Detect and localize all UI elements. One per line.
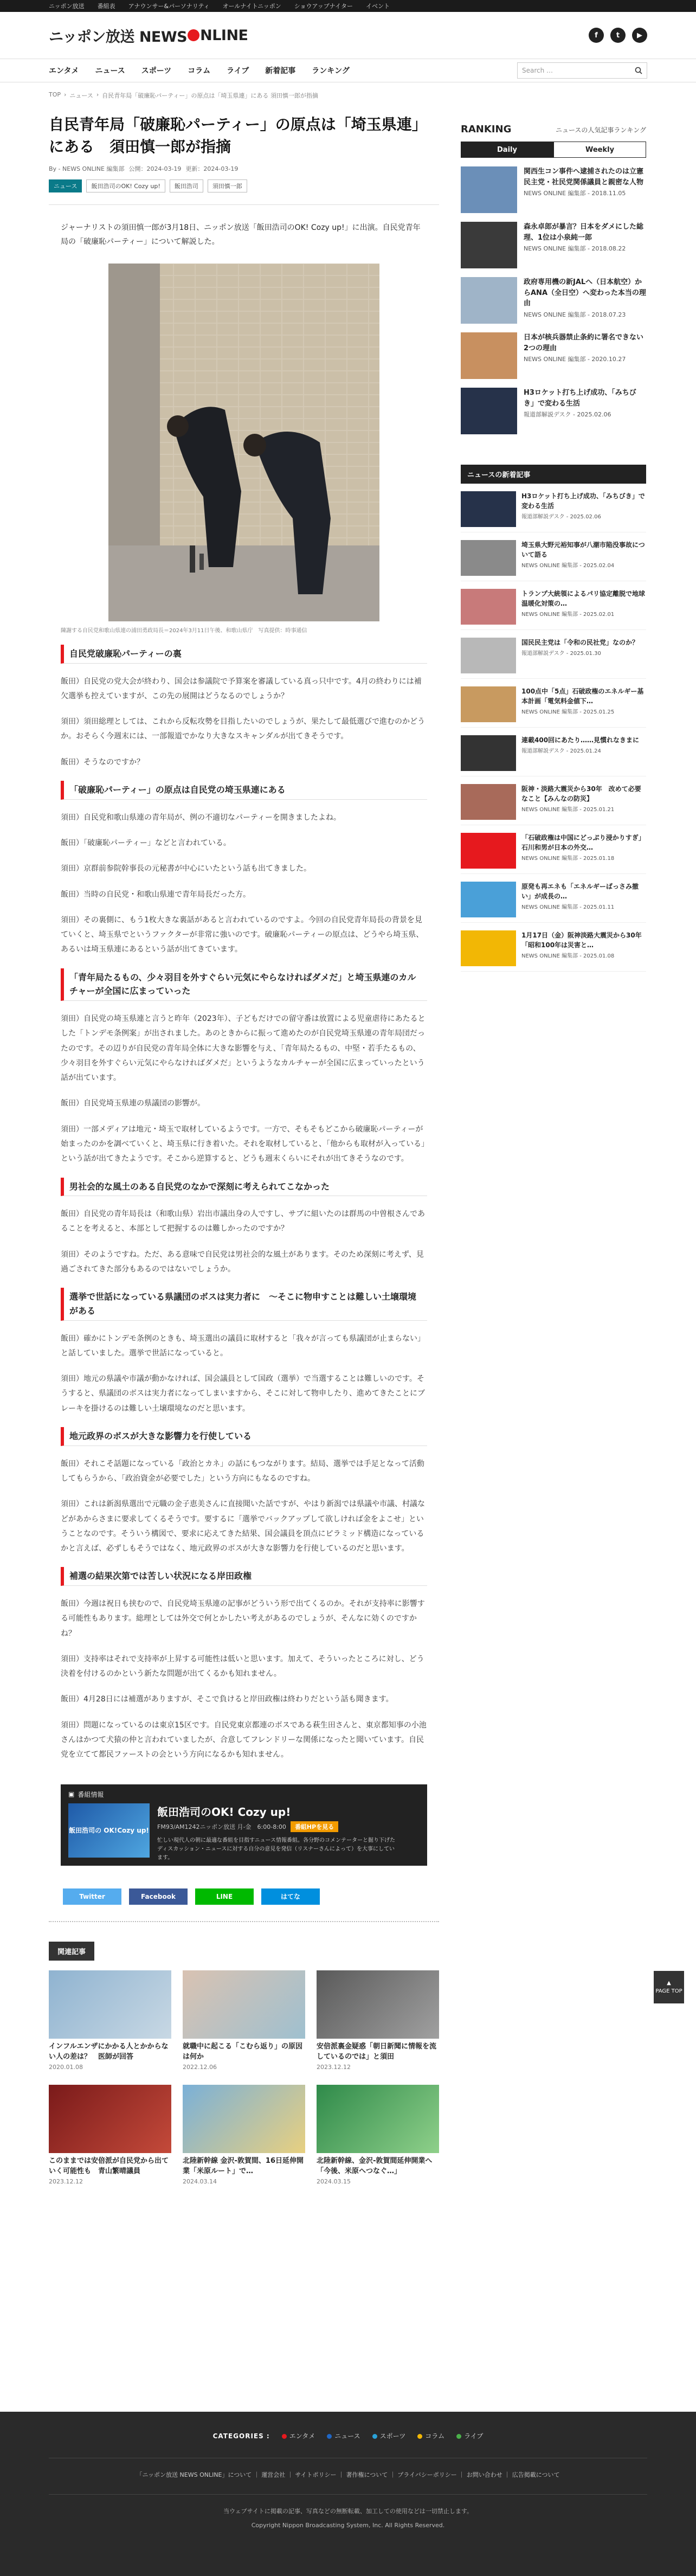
brand-header	[0, 12, 696, 59]
tab-weekly[interactable]: Weekly	[553, 142, 646, 158]
related-date: 2023.12.12	[317, 2063, 351, 2071]
article-paragraph: 飯田）そうなのですか？	[61, 757, 144, 767]
article-updated: 更新：2024-03-19	[185, 165, 239, 173]
article-author[interactable]: By - NEWS ONLINE 編集部	[49, 165, 125, 173]
program-schedule: FM93/AM1242ニッポン放送 月-金 6:00-8:00 番組HPを見る	[157, 1821, 396, 1832]
related-card[interactable]	[183, 2085, 305, 2185]
facebook-icon[interactable]: f	[589, 28, 604, 43]
news-item-meta: NEWS ONLINE 編集部 - 2025.01.18	[521, 856, 615, 862]
ranking-thumbnail[interactable]	[461, 166, 517, 213]
nav-item-ranking[interactable]: ランキング	[312, 67, 350, 75]
ranking-item-meta: NEWS ONLINE 編集部 - 2018.11.05	[524, 190, 626, 197]
site-footer	[0, 2412, 696, 2576]
program-label: ▣ 番組情報	[68, 1790, 104, 1798]
program-info-box	[61, 1784, 427, 1866]
article-paragraph: 飯田）確かにトンデモ条例のときも、埼玉選出の議員に取材すると「我々が言っても県議団が止まらない」と話していました。選挙で世話になっていると。	[61, 1334, 425, 1358]
dotted-divider	[49, 1921, 439, 1922]
nav-item-live[interactable]: ライブ	[227, 67, 249, 75]
ranking-item-meta: NEWS ONLINE 編集部 - 2018.08.22	[524, 245, 626, 252]
related-title[interactable]: インフルエンザにかかる人とかからない人の差は？ 医師が回答	[49, 2042, 169, 2061]
footer-category-column[interactable]: コラム	[417, 2431, 444, 2440]
footer-categories-label: CATEGORIES :	[212, 2432, 270, 2440]
ranking-tabs	[461, 142, 646, 158]
news-sidebar-list	[461, 491, 646, 972]
article-paragraph: 飯田）4月28日には補選がありますが、そこで負けると岸田政権は終わりだという話も聞きます。	[61, 1695, 394, 1704]
ranking-thumbnail[interactable]	[461, 388, 517, 434]
related-title[interactable]: このままでは安倍派が自民党から出ていく可能性も 青山繁晴議員	[49, 2156, 169, 2175]
section-heading: 地元政界のボスが大きな影響力を行使している	[61, 1427, 427, 1446]
related-thumbnail[interactable]	[183, 2085, 305, 2153]
footer-divider	[49, 2494, 647, 2495]
category-dot-icon	[456, 2434, 461, 2439]
photo-caption: 陳謝する自民党和歌山県連の浦田勇政局長＝2024年3月11日午後、和歌山県庁 写真提供：時事通信	[61, 627, 307, 634]
youtube-icon[interactable]: ▶	[632, 28, 647, 43]
article-paragraph: 飯田）自民党の党大会が終わり、国会は参議院で予算案を審議している真っ只中です。4月の終わりには補欠選挙も控えていますが、この先の展開はどうなるのでしょうか？	[61, 677, 422, 701]
site-logo[interactable]: ニッポン放送 NEWS NLINE	[49, 27, 248, 46]
article-paragraph: 飯田）自民党の青年局長は（和歌山県）岩出市議出身の人ですし、サブに組いたのは群馬の中曽根さんであることを考えると、本部として把握するのは難しかったのですか？	[61, 1210, 425, 1234]
related-date: 2023.12.12	[49, 2177, 83, 2185]
article-photo	[108, 264, 379, 621]
ranking-item[interactable]	[461, 222, 646, 268]
social-links	[589, 28, 647, 43]
ranking-header	[461, 124, 646, 135]
related-card[interactable]	[317, 1970, 439, 2071]
article-column	[49, 114, 439, 2185]
utility-link[interactable]: オールナイトニッポン	[222, 3, 281, 10]
article-tags	[49, 179, 439, 192]
ranking-item-title[interactable]: 関西生コン事件へ逮捕されたのは立憲民主党・社民党関係議員と親密な人物	[524, 168, 644, 187]
footer-category-entame[interactable]: エンタメ	[282, 2431, 315, 2440]
article-paragraph: 飯田）当時の自民党・和歌山県連で青年局長だった方。	[61, 890, 250, 899]
related-heading: 関連記事	[49, 1942, 94, 1961]
article-paragraph: 須田）自民党和歌山県連の青年局が、例の不適切なパーティーを開きましたよね。	[61, 813, 341, 822]
article-paragraph: 須田）地元の県議や市議が動かなければ、国会議員として国政（選挙）で当選することは難しいのです。そうすると、県議団のボスは実力者になってしまいますから、そこに対して物申したり、進めてきたことにブレーキを掛けるのは難しい土壌環境なのだと思います。	[61, 1374, 425, 1413]
tab-daily[interactable]: Daily	[461, 142, 553, 158]
article-paragraph: 飯田）今週は祝日も挟むので、自民党埼玉県連の記事がどういう形で出てくるのか。それが支持率に影響する可能性もあります。総理としては外交で何とかしたい考えがあるのでしょうが、そんなに効くのですかね？	[61, 1599, 425, 1638]
article-paragraph: 須田）これは新潟県選出で元職の金子恵美さんに直接聞いた話ですが、やはり新潟では県議や市議、村議などがあからさまに要求してくるそうです。要するに「選挙でバックアップして欲しければ金をよこせ」ということなのです。そういう構図で、要求に応えてきた結果、国会議員を頂点にピラミッド構造になっているかと言えば、必ずしもそうではなく、地元政界のボスが大きな影響力を行使しているのだと思います。	[61, 1500, 425, 1553]
article-paragraph: 須田）そのようですね。ただ、ある意味で自民党は男社会的な風土があります。そのため深刻に考えず、見過ごされてきた部分もあるのではないでしょうか。	[61, 1250, 424, 1274]
article-body	[49, 645, 439, 1763]
news-item-meta: NEWS ONLINE 編集部 - 2025.01.08	[521, 953, 615, 959]
program-title[interactable]: 飯田浩司のOK! Cozy up!	[157, 1805, 291, 1819]
news-item-title[interactable]: 阪神・淡路大震災から30年 改めて必要なこと【みんなの防災】	[521, 785, 641, 802]
news-thumbnail[interactable]	[461, 930, 516, 966]
news-thumbnail[interactable]	[461, 735, 516, 771]
search-icon[interactable]	[635, 67, 642, 74]
news-item-title[interactable]: 「石破政権は中国にどっぷり浸かりすぎ」石川和男が日本の外交…	[521, 834, 645, 851]
news-sidebar-item[interactable]	[461, 491, 646, 532]
section-heading: 「破廉恥パーティー」の原点は自民党の埼玉県連にある	[61, 781, 427, 800]
related-thumbnail[interactable]	[317, 1970, 439, 2039]
news-thumbnail[interactable]	[461, 784, 516, 820]
footer-category-sports[interactable]: スポーツ	[372, 2431, 406, 2440]
utility-link[interactable]: ニッポン放送	[49, 3, 85, 10]
ranking-item-title[interactable]: 森永卓郎が暴言？日本をダメにした総理、1位は小泉純一郎	[524, 223, 644, 242]
radio-icon: ▣	[68, 1790, 75, 1798]
sidebar	[461, 124, 646, 972]
section-heading: 自民党破廉恥パーティーの裏	[61, 645, 427, 664]
ranking-thumbnail[interactable]	[461, 222, 517, 268]
article-paragraph: 須田）一部メディアは地元・埼玉で取材しているようです。一方で、そもそもどこから破廉恥パーティーが始まったのかを調べていくと、埼玉県に行き着いた。それを取材していると、「他からも取材が入っている」という話が出てきたようです。そこから逆算すると、どうも週末くらいにそれが出てきそうなのです。	[61, 1125, 425, 1164]
footer-category-live[interactable]: ライブ	[456, 2431, 483, 2440]
arrow-up-icon: ▲	[667, 1980, 671, 1986]
global-nav	[0, 59, 696, 82]
article-paragraph: 飯田）それこそ話題になっている「政治とカネ」の話にもつながります。結局、選挙では手足となって活動してもらうから、「政治資金が必要でした」という方向にもなるのですね。	[61, 1459, 424, 1483]
article-paragraph: 飯田）自民党埼玉県連の県議団の影響が。	[61, 1099, 205, 1108]
article-paragraph: 須田）京群前参院幹事長の元秘書が中心にいたという話も出てきました。	[61, 864, 311, 873]
utility-link[interactable]: 番組表	[97, 3, 115, 10]
ranking-thumbnail[interactable]	[461, 332, 517, 379]
tag[interactable]: 飯田浩司のOK! Cozy up!	[86, 179, 165, 192]
news-thumbnail[interactable]	[461, 638, 516, 673]
news-item-title[interactable]: 原発も再エネも「エネルギーばっさみ撤い」が成長の…	[521, 883, 639, 900]
program-description: 忙しい現代人の朝に最適な番組を目指すニュース情報番組。各分野のコメンテーターと掘り下げたディスカッション・ニュースに対する自分の意見を発信（リスナーさんによって）を大事にしています。	[157, 1837, 395, 1861]
news-item-meta: NEWS ONLINE 編集部 - 2025.01.11	[521, 904, 615, 910]
news-item-meta: 報道部解説デスク - 2025.01.30	[521, 651, 601, 657]
ranking-item-title[interactable]: 政府専用機の新JALへ（日本航空）からANA（全日空）へ変わった本当の理由	[524, 278, 646, 307]
nav-item-sports[interactable]: スポーツ	[141, 67, 172, 75]
related-card[interactable]	[49, 1970, 171, 2071]
ranking-item-title[interactable]: 日本が核兵器禁止条約に署名できない2つの理由	[524, 333, 644, 352]
news-item-title[interactable]: トランプ大統領によるパリ協定離脱で地球温暖化対策の…	[521, 590, 646, 607]
breadcrumb-news[interactable]: ニュース	[69, 92, 93, 99]
ranking-item-meta: NEWS ONLINE 編集部 - 2020.10.27	[524, 356, 626, 363]
news-sidebar-item[interactable]	[461, 540, 646, 581]
news-item-title[interactable]: 100点中「5点」石破政権のエネルギー基本計画「電気料金値下…	[521, 688, 644, 705]
news-item-title[interactable]: 埼玉県大野元裕知事が八潮市陥没事故について語る	[521, 541, 645, 558]
nav-item-column[interactable]: コラム	[188, 67, 211, 75]
footer-categories	[0, 2412, 696, 2440]
share-twitter-button[interactable]: Twitter	[63, 1888, 121, 1905]
related-date: 2024.03.14	[183, 2177, 217, 2185]
breadcrumb-current: 自民青年局「破廉恥パーティー」の原点は「埼玉県連」にある 須田慎一郎が指摘	[102, 92, 318, 99]
related-thumbnail[interactable]	[49, 1970, 171, 2039]
photo-illustration	[108, 264, 379, 621]
article-title: 自民青年局「破廉恥パーティー」の原点は「埼玉県連」にある 須田慎一郎が指摘	[49, 115, 427, 156]
breadcrumb-top[interactable]: TOP	[49, 91, 61, 98]
news-sidebar-item[interactable]	[461, 833, 646, 874]
article-published: 公開：2024-03-19	[128, 165, 182, 173]
category-dot-icon	[372, 2434, 377, 2439]
news-sidebar-item[interactable]	[461, 930, 646, 972]
related-title[interactable]: 安倍派裏金疑惑「朝日新聞に情報を流しているのでは」と須田	[317, 2042, 437, 2061]
news-item-title[interactable]: H3ロケット打ち上げ成功、「みちびき」で変わる生活	[521, 492, 645, 510]
news-thumbnail[interactable]	[461, 882, 516, 917]
logo-red-dot	[188, 29, 199, 41]
news-thumbnail[interactable]	[461, 686, 516, 722]
article-paragraph: 飯田）「破廉恥パーティー」などと言われている。	[61, 838, 231, 847]
breadcrumb: TOP › ニュース › 自民青年局「破廉恥パーティー」の原点は「埼玉県連」にある 須田慎一郎が指摘	[49, 91, 318, 99]
category-dot-icon	[327, 2434, 332, 2439]
related-thumbnail[interactable]	[183, 1970, 305, 2039]
share-facebook-button[interactable]: Facebook	[129, 1888, 188, 1905]
share-buttons	[63, 1888, 427, 1905]
program-hp-button[interactable]: 番組HPを見る	[291, 1821, 338, 1832]
news-thumbnail[interactable]	[461, 491, 516, 527]
news-sidebar-item[interactable]	[461, 589, 646, 630]
related-date: 2020.01.08	[49, 2063, 83, 2071]
nav-item-latest[interactable]: 新着記事	[265, 67, 296, 75]
article-paragraph: 須田）支持率はそれで支持率が上昇する可能性は低いと思います。加えて、そういったところに対し、どう決着を付けるのかという新たな問題が出てくるかも知れません。	[61, 1654, 424, 1679]
related-thumbnail[interactable]	[49, 2085, 171, 2153]
program-thumbnail[interactable]: 飯田浩司の OK!Cozy up!	[68, 1803, 150, 1858]
tag[interactable]: 須田慎一郎	[208, 179, 247, 192]
category-dot-icon	[417, 2434, 422, 2439]
article-meta	[49, 164, 439, 173]
share-hatena-button[interactable]: はてな	[261, 1888, 320, 1905]
news-thumbnail[interactable]	[461, 589, 516, 625]
section-heading: 補選の結果次第では苦しい状況になる岸田政権	[61, 1567, 427, 1586]
news-sidebar-item[interactable]	[461, 882, 646, 923]
news-item-meta: NEWS ONLINE 編集部 - 2025.01.25	[521, 709, 615, 715]
related-thumbnail[interactable]	[317, 2085, 439, 2153]
news-item-meta: NEWS ONLINE 編集部 - 2025.01.21	[521, 807, 615, 813]
related-title[interactable]: 北陸新幹線、金沢-敦賀間延伸開業へ「今後、米原へつなぐ…」	[317, 2156, 433, 2175]
utility-bar	[0, 0, 696, 12]
ranking-list	[461, 166, 646, 434]
ranking-item-meta: NEWS ONLINE 編集部 - 2018.07.23	[524, 311, 626, 318]
divider	[49, 204, 439, 205]
search-input[interactable]: Search …	[517, 62, 647, 79]
ranking-subtitle: ニュースの人気記事ランキング	[555, 126, 646, 134]
footer-links[interactable]: 「ニッポン放送 NEWS ONLINE」について ｜ 運営会社 ｜ サイトポリシー ｜ 著作権について ｜ プライバシーポリシー ｜ お問い合わせ ｜ 広告掲載について	[136, 2471, 560, 2478]
article-paragraph: 須田）その裏側に、もう1枚大きな裏話があると言われているのですよ。今回の自民党青年局長の背景を見ていくと、埼玉県でというファクターが非常に強いのです。破廉恥パーティーの原点は、どうやら埼玉県、あるいは埼玉県連にあるという話が出てきています。	[61, 915, 424, 954]
article-paragraph: 須田）自民党の埼玉県連と言うと昨年（2023年）、子どもだけでの留守番は放置による児童虐待にあたるとした「トンデモ条例案」が出されました。あのときからに振って進めたのが自民党埼玉県連の青年局団だったのです。その辺りが自民党の青年局全体に大きな影響を与え、「青年局たるもの、中堅・若手たるもの、少々羽目を外すぐらい元気にやらなければダメだ」というようなカルチャーが全国に広まっていったという話が出ています。	[61, 1014, 426, 1083]
ranking-item[interactable]	[461, 277, 646, 324]
footer-category-news[interactable]: ニュース	[327, 2431, 360, 2440]
section-heading: 男社会的な風土のある自民党のなかで深刻に考えられてこなかった	[61, 1178, 427, 1197]
category-dot-icon	[282, 2434, 287, 2439]
related-date: 2022.12.06	[183, 2063, 217, 2071]
section-heading: 選挙で世話になっている県議団のボスは実力者に ～そこに物申すことは難しい土壌環境がある	[61, 1288, 427, 1320]
footer-note: 当ウェブサイトに掲載の記事、写真などの無断転載、加工しての使用などは一切禁止します。	[223, 2508, 473, 2515]
news-sidebar-item[interactable]	[461, 784, 646, 825]
news-item-meta: NEWS ONLINE 編集部 - 2025.02.04	[521, 563, 615, 569]
article-lead: ジャーナリストの須田慎一郎が3月18日、ニッポン放送「飯田浩司のOK! Cozy up!」に出演。自民党青年局の「破廉恥パーティー」について解説した。	[61, 223, 421, 247]
related-grid	[49, 1970, 439, 2185]
news-sidebar-item[interactable]	[461, 735, 646, 776]
article-paragraph: 須田）問題になっているのは東京15区です。自民党東京都連のボスである萩生田さんと、東京都知事の小池さんはかつて犬猿の仲と言われていましたが、合意してフレンドリーな関係になったと聞いています。自民党を立てて都民ファーストの会という方向になるかも知れません。	[61, 1720, 427, 1759]
tag[interactable]: 飯田浩司	[170, 179, 203, 192]
related-card[interactable]	[317, 2085, 439, 2185]
twitter-icon[interactable]: t	[610, 28, 626, 43]
ranking-item[interactable]	[461, 332, 646, 379]
ranking-item[interactable]	[461, 166, 646, 213]
ranking-title: RANKING	[461, 124, 512, 135]
related-date: 2024.03.15	[317, 2177, 351, 2185]
footer-copyright: Copyright Nippon Broadcasting System, Inc. All Rights Reserved.	[251, 2522, 445, 2529]
nav-item-news[interactable]: ニュース	[95, 67, 125, 75]
news-item-meta: 報道部解説デスク - 2025.01.24	[521, 748, 601, 754]
related-card[interactable]	[183, 1970, 305, 2071]
ranking-thumbnail[interactable]	[461, 277, 517, 324]
share-line-button[interactable]: LINE	[195, 1888, 254, 1905]
utility-link[interactable]: イベント	[366, 3, 390, 10]
ranking-item[interactable]	[461, 388, 646, 434]
ranking-item-title[interactable]: H3ロケット打ち上げ成功、「みちびき」で変わる生活	[524, 389, 636, 408]
news-item-title[interactable]: 国民民主党は「令和の民社党」なのか？	[521, 639, 639, 646]
nav-item-entame[interactable]: エンタメ	[49, 67, 79, 75]
news-sidebar-heading: ニュースの新着記事	[461, 465, 646, 484]
utility-link[interactable]: アナウンサー&パーソナリティ	[128, 3, 210, 10]
related-title[interactable]: 就職中に起こる「こむら返り」の原因は何か	[183, 2042, 303, 2061]
news-sidebar-item[interactable]	[461, 638, 646, 679]
news-item-meta: 報道部解説デスク - 2025.02.06	[521, 514, 601, 520]
news-thumbnail[interactable]	[461, 540, 516, 576]
ranking-item-meta: 報道部解説デスク - 2025.02.06	[524, 411, 611, 418]
news-item-title[interactable]: 連載400回にあたり……見慣れなきまに	[521, 736, 640, 744]
related-title[interactable]: 北陸新幹線 金沢-敦賀間、16日延伸開業「米原ルート」で…	[183, 2156, 304, 2175]
news-sidebar-item[interactable]	[461, 686, 646, 728]
news-item-meta: NEWS ONLINE 編集部 - 2025.02.01	[521, 612, 615, 618]
section-heading: 「青年局たるもの、少々羽目を外すぐらい元気にやらなければダメだ」と埼玉県連のカルチャーが全国に広まっていった	[61, 968, 427, 1001]
related-card[interactable]	[49, 2085, 171, 2185]
tag[interactable]: ニュース	[49, 179, 82, 192]
utility-link[interactable]: ショウアップナイター	[294, 3, 353, 10]
article-paragraph: 須田）須田総理としては、これから反転攻勢を目指したいのでしょうが、果たして最低選びで進むのかどうか。おそらく今週末には、一部報道でかなり大きなスキャンダルが出てきそうです。	[61, 717, 425, 741]
page-top-button[interactable]: ▲ PAGE TOP	[654, 1971, 684, 2003]
news-item-title[interactable]: 1月17日（金）阪神淡路大震災から30年「昭和100年は災害と…	[521, 932, 642, 949]
news-thumbnail[interactable]	[461, 833, 516, 869]
